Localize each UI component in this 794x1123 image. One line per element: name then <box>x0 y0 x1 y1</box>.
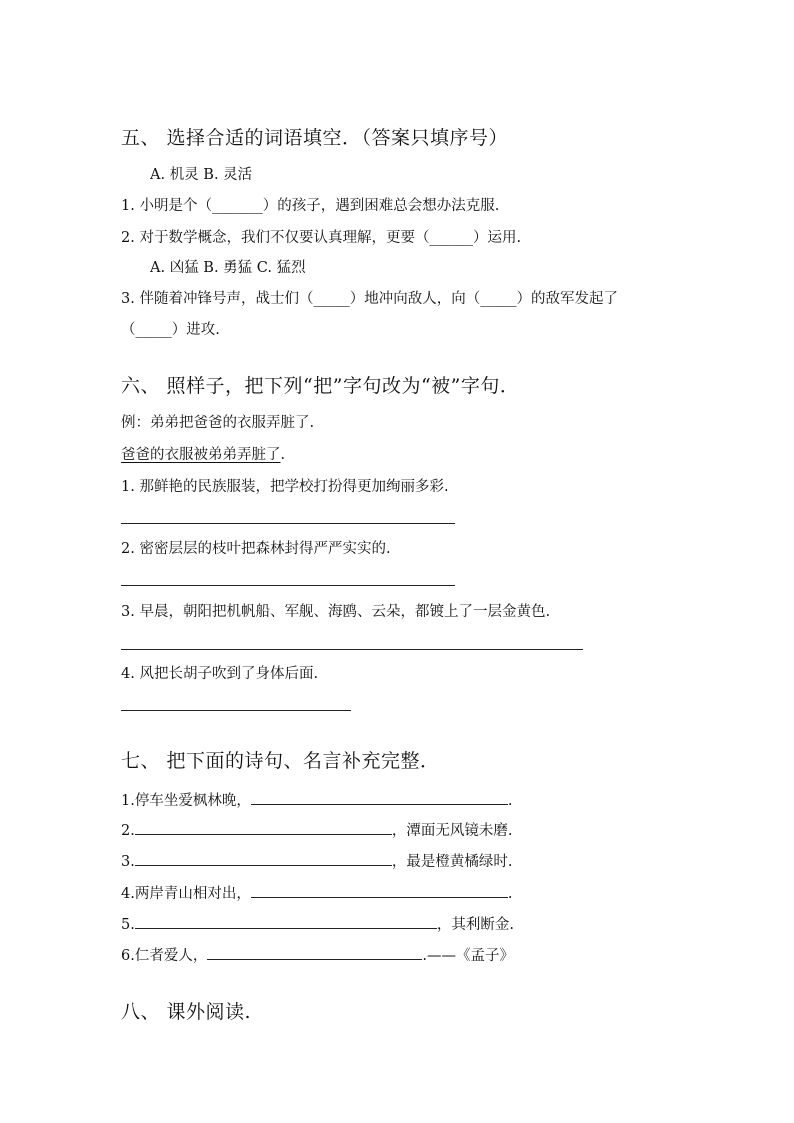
example-answer-underlined: 爸爸的衣服被弟弟弄脏了 <box>121 447 281 463</box>
poem-2-text-before: 2. <box>121 823 135 839</box>
poem-3-text-before: 3. <box>121 854 135 870</box>
answer-line-6-4[interactable] <box>121 710 351 711</box>
question-6-3: 3. 早晨，朝阳把机帆船、军舰、海鸥、云朵，都镀上了一层金黄色. <box>121 604 551 620</box>
poem-6-text-after: .——《孟子》 <box>422 948 514 964</box>
poem-line-5 <box>121 913 514 935</box>
section-6-heading: 六、 照样子，把下列“把”字句改为“被”字句． <box>121 375 520 397</box>
poem-line-6 <box>121 944 514 966</box>
section-5-heading: 五、 选择合适的词语填空．（答案只填序号） <box>121 127 509 149</box>
section-8-heading: 八、 课外阅读. <box>121 1001 252 1023</box>
poem-5-text-after: ，其利断金. <box>436 917 514 933</box>
q5-2-text-after: ）运用. <box>472 230 522 246</box>
poem-2-text-after: ，潭面无风镜未磨. <box>391 823 513 839</box>
poem-1-blank[interactable] <box>251 789 508 805</box>
answer-line-6-3[interactable] <box>121 649 583 650</box>
question-5-1 <box>121 196 499 216</box>
question-5-3-line-1: 3. 伴随着冲锋号声，战士们（_____）地冲向敌人，向（_____）的敌军发起了 <box>121 291 618 307</box>
question-6-2: 2. 密密层层的枝叶把森林封得严严实实的. <box>121 541 391 557</box>
question-6-1: 1. 那鲜艳的民族服装，把学校打扮得更加绚丽多彩. <box>121 479 449 495</box>
question-5-3-line-2: （_____）进攻. <box>121 322 220 338</box>
q5-2-text-before: 2. 对于数学概念，我们不仅要认真理解，更要（ <box>121 230 430 246</box>
poem-4-text-after: . <box>507 886 513 902</box>
poem-line-2 <box>121 819 512 841</box>
q5-1-text-before: 1. 小明是个（ <box>121 198 212 214</box>
options-set-2: A. 凶猛 B. 勇猛 C. 猛烈 <box>150 260 306 276</box>
options-set-1: A. 机灵 B. 灵活 <box>150 167 253 183</box>
poem-3-text-after: ，最是橙黄橘绿时. <box>391 854 513 870</box>
poem-6-blank[interactable] <box>207 944 422 960</box>
poem-5-text-before: 5. <box>121 917 135 933</box>
example-sentence: 例：弟弟把爸爸的衣服弄脏了. <box>121 415 315 431</box>
example-answer-period: . <box>280 447 286 463</box>
question-6-4: 4. 风把长胡子吹到了身体后面. <box>121 666 319 682</box>
poem-4-blank[interactable] <box>251 882 508 898</box>
q5-1-text-after: ）的孩子，遇到困难总会想办法克服. <box>262 198 500 214</box>
example-answer <box>121 445 285 465</box>
poem-1-text-before: 1.停车坐爱枫林晚， <box>121 793 251 809</box>
q5-1-blank[interactable]: _______ <box>211 198 263 214</box>
section-7-heading: 七、 把下面的诗句、名言补充完整． <box>121 750 440 772</box>
poem-4-text-before: 4.两岸青山相对出， <box>121 886 251 902</box>
q5-2-blank[interactable]: ______ <box>429 230 473 246</box>
poem-5-blank[interactable] <box>135 913 437 929</box>
poem-1-text-after: . <box>507 793 513 809</box>
answer-line-6-1[interactable] <box>121 523 455 524</box>
poem-line-1 <box>121 789 512 811</box>
poem-3-blank[interactable] <box>135 850 392 866</box>
poem-2-blank[interactable] <box>135 819 392 835</box>
answer-line-6-2[interactable] <box>121 585 455 586</box>
question-5-2 <box>121 228 521 248</box>
poem-line-3 <box>121 850 512 872</box>
poem-6-text-before: 6.仁者爱人， <box>121 948 208 964</box>
poem-line-4 <box>121 882 512 904</box>
